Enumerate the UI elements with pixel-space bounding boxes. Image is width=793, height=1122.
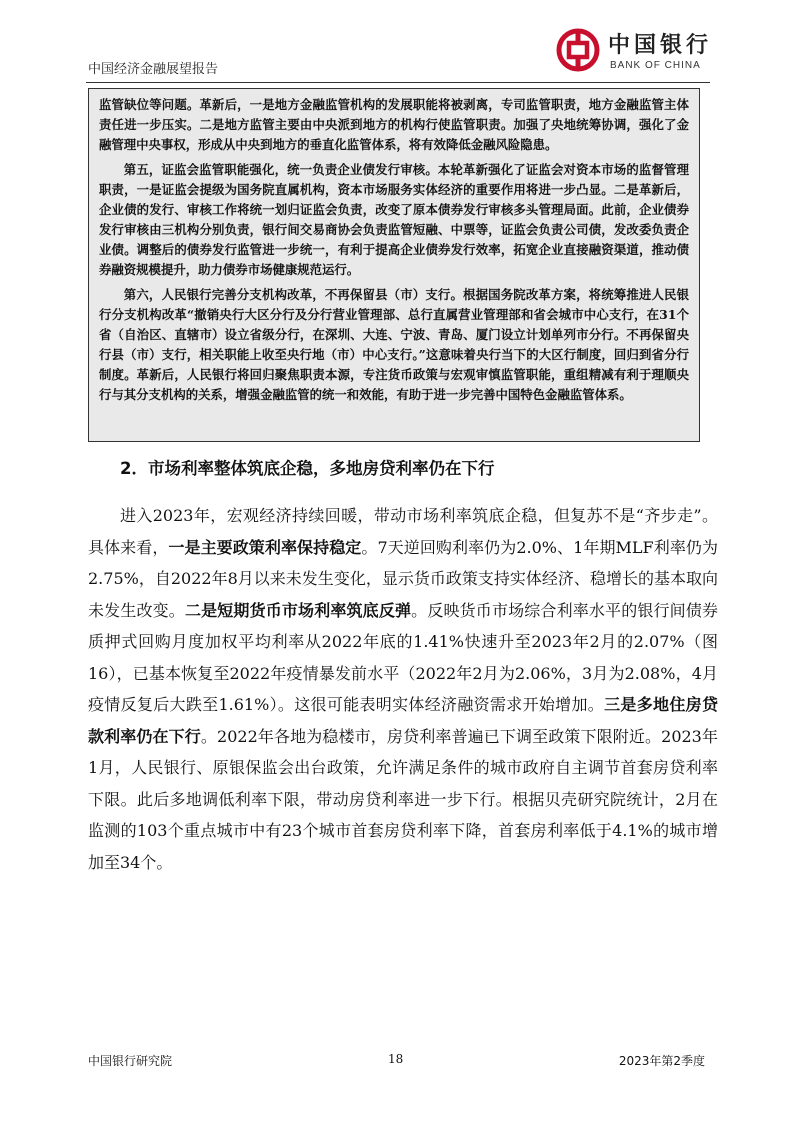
section-heading: 2．市场利率整体筑底企稳，多地房贷利率仍在下行 [120,459,495,478]
box-paragraph-2 [99,160,689,280]
footer-quarter: 2023年第2季度 [618,1054,705,1068]
box-paragraph-3-text: 根据国务院改革方案，将统筹推进人民银行分支机构改革“撤销央行大区分行及分行营业管理部、总行直属营业管理部和省会城市中心支行，在31个省（自治区、直辖市）设立省级分行，在深圳、大连、宁波、青岛、厦门设立计划单列市分行。不再保留央行县（市）支行，相关职能上收至央行地（市）中心支行。”这意味着央行当下的大区行制度，回归到省分行制度。革新后，人民银行将回归聚焦职责本源，专注货币政策与宏观审慎监管职能，重组精减有利于理顺央行与其分支机构的关系，增强金融监管的统一和效能，有助于进一步完善中国特色金融监管体系。 [99,287,690,402]
box-paragraph-2-lead: 第五，证监会监管职能强化，统一负责企业债发行审核。 [123,162,438,177]
footer-institute: 中国银行研究院 [88,1054,173,1068]
bank-of-china-emblem-icon [556,28,600,72]
body-sentence-1: 进入2023年，宏观经济持续回暖，带动市场利率筑底企稳，但复苏不是“齐步走”。具体来看， [88,506,718,557]
sidebar-box [88,88,700,442]
box-paragraph-3 [99,285,689,405]
logo-english-name: BANK OF CHINA [610,60,701,71]
bank-logo [556,22,716,82]
body-sentence-3: 。反映货币市场综合利率水平的银行间债券质押式回购月度加权平均利率从2022年底的1.41%快速升至2023年2月的2.07%（图16），已基本恢复至2022年疫情暴发前水平（2022年2月为2.06%，3月为2.08%，4月疫情反复后大跌至1.61%）。这很可能表明实体经济融资需求开始增加。 [88,600,718,714]
body-key-point-3: 三是多地住房贷款利率仍在下行 [88,695,718,746]
box-paragraph-1: 监管缺位等问题。革新后，一是地方金融监管机构的发展职能将被剥离，专司监管职责，地方金融监管主体责任进一步压实。二是地方监管主要由中央派到地方的机构行使监管职责。加强了央地统筹协调，强化了金融管理中央事权，形成从中央到地方的垂直化监管体系，将有效降低金融风险隐患。 [99,97,689,152]
page-number: 18 [388,1052,404,1066]
header-divider [86,82,710,83]
box-paragraph-2-text: 本轮革新强化了证监会对资本市场的监督管理职责，一是证监会提级为国务院直属机构，资本市场服务实体经济的重要作用将进一步凸显。二是革新后，企业债的发行、审核工作将统一划归证监会负责，改变了原本债券发行审核多头管理局面。此前，企业债券发行审核由三机构分别负责，银行间交易商协会负责监管短融、中票等，证监会负责公司债，发改委负责企业债。调整后的债券发行监管进一步统一，有利于提高企业债券发行效率，拓宽企业直接融资渠道，推动债券融资规模提升，助力债券市场健康规范运行。 [99,162,690,277]
report-title: 中国经济金融展望报告 [88,62,219,77]
body-key-point-2: 二是短期货币市场利率筑底反弹 [184,600,412,620]
body-sentence-4: 。2022年各地为稳楼市，房贷利率普遍已下调至政策下限附近。2023年1月，人民银行、原银保监会出台政策，允许满足条件的城市政府自主调节首套房贷利率下限。此后多地调低利率下限，带动房贷利率进一步下行。根据贝壳研究院统计，2月在监测的103个重点城市中有23个城市首套房贷利率下降，首套房利率低于4.1%的城市增加至34个。 [88,726,718,872]
body-sentence-2: 。7天逆回购利率仍为2.0%、1年期MLF利率仍为2.75%，自2022年8月以来未发生变化，显示货币政策支持实体经济、稳增长的基本取向未发生改变。 [88,537,718,620]
logo-chinese-name: 中国银行 [608,32,713,58]
body-key-point-1: 一是主要政策利率保持稳定 [168,537,362,557]
body-paragraph [88,500,718,878]
box-paragraph-3-lead: 第六，人民银行完善分支机构改革，不再保留县（市）支行。 [123,287,464,302]
